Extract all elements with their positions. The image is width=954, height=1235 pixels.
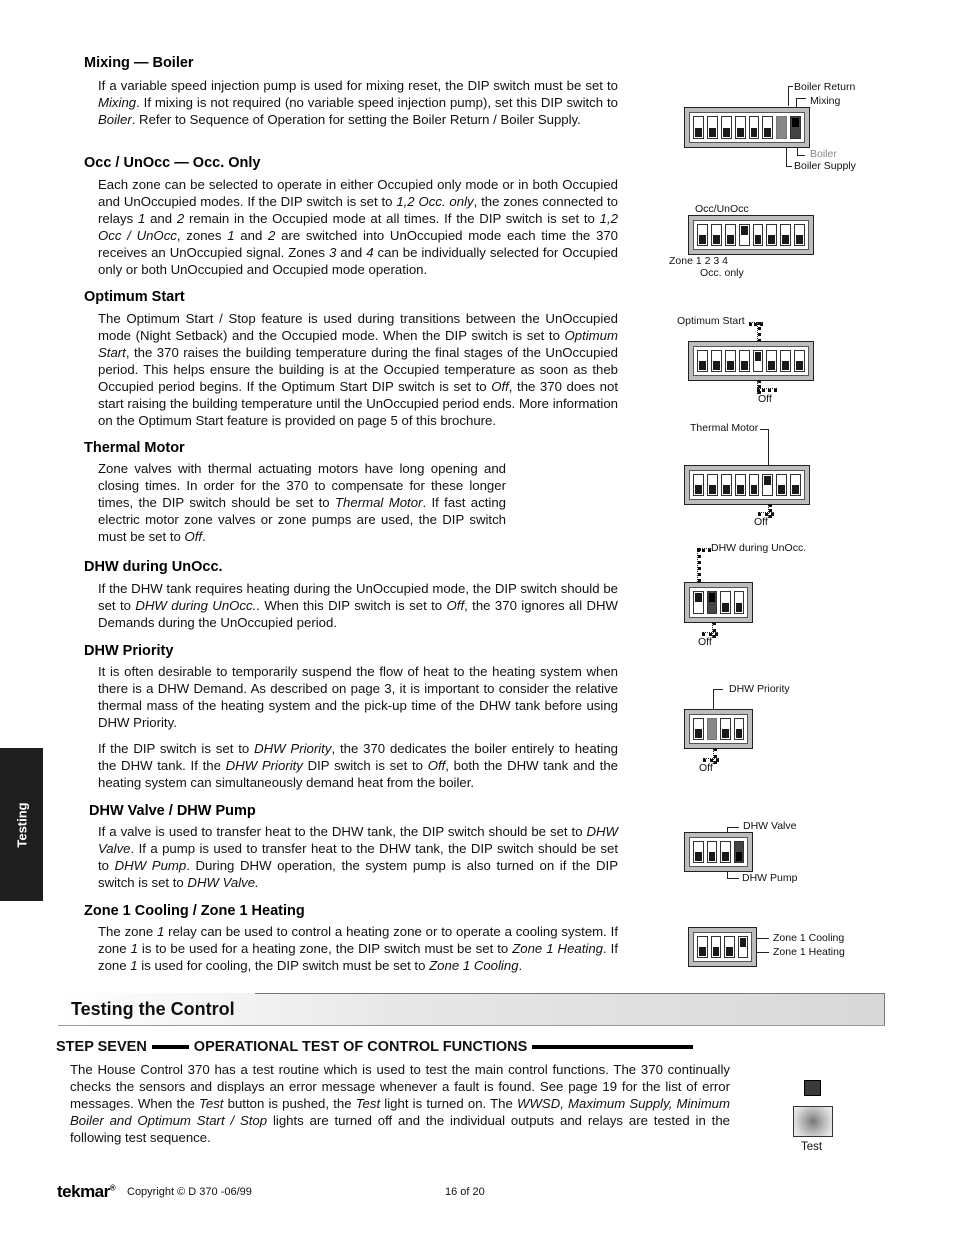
label-boiler-supply: Boiler Supply <box>794 160 856 172</box>
dip-switch <box>734 718 745 740</box>
dip-switch <box>794 224 805 246</box>
label-zone1-heating: Zone 1 Heating <box>773 946 845 958</box>
dip-switch <box>734 591 745 614</box>
paragraph-dhw-during-unocc: If the DHW tank requires heating during the UnOccupied mode, the DIP switch should be set to DHW during UnOcc.. When this DIP switch is set to Off, the 370 ignores all DHW Demands during the UnOccupied period. <box>98 581 619 630</box>
label-dhw-during-unocc: DHW during UnOcc. <box>711 542 807 554</box>
dip-switch <box>739 350 750 372</box>
dip-switch <box>721 474 732 496</box>
paragraph-test-routine: The House Control 370 has a test routine which is used to test the main control functions. The 370 continually checks the sensors and displays an error message whenever a fault is found. See page 19 for the list of error messages. When the Test button is pushed, the Test light is turned on. The WWSD, Maximum Supply, Minimum Boiler and Optimum Start / Stop lights are turned off and the individual outputs and relays are tested in the following test sequence. <box>70 1062 731 1145</box>
label-occ-unocc: Occ/UnOcc <box>695 203 749 215</box>
paragraph-occ-unocc: Each zone can be selected to operate in either Occupied only mode or in both Occupied and UnOccupied modes. If the DIP switch is set to 1,2 Occ. only, the zones connected to relays 1 and 2 remain in the Occupied mode at all times. If the DIP switch is set to 1,2 Occ / UnOcc, zones 1 and 2 are switched into UnOccupied mode each time the 370 receives an UnOccupied signal. Zones 3 and 4 can be individually selected for Occupied only or both UnOccupied and Occupied mode operation. <box>98 177 618 277</box>
heading-thermal-motor: Thermal Motor <box>84 440 185 456</box>
side-tab-testing <box>0 748 43 901</box>
dip-switch-thermal-motor <box>762 474 773 496</box>
paragraph-optimum-start: The Optimum Start / Stop feature is used during transitions between the UnOccupied mode (Night Setback) and the Occupied mode. When the DIP switch is set to Optimum Start, the 370 raises the building temperature during the final stages of the UnOccupied period. This helps ensure the building is at the Occupied temperature as soon as theb Occupied period begins. If the Optimum Start DIP switch is set to Off, the 370 does not start raising the building temperature until the UnOccupied period ends. More information on the Optimum Start feature is provided on page 5 of this brochure. <box>98 311 618 428</box>
dip-switch-block <box>688 341 814 381</box>
label-dhw-pump: DHW Pump <box>742 872 798 884</box>
heading-zone1-cooling-heating: Zone 1 Cooling / Zone 1 Heating <box>84 903 305 919</box>
dip-switch-block <box>684 107 810 148</box>
dip-switch-block <box>684 465 810 505</box>
paragraph-dhw-priority-1: It is often desirable to temporarily suspend the flow of heat to the heating system when there is a DHW Demand. As described on page 3, it is important to consider the relative thermal mass of the heating system and the pick-up time of the DHW tank before using DHW Priority. <box>98 664 618 730</box>
dip-switch-zone1-mode <box>738 936 749 958</box>
heading-dhw-during-unocc: DHW during UnOcc. <box>84 559 223 575</box>
label-dhw-valve: DHW Valve <box>743 820 797 832</box>
dip-switch-dhw-during-unocc <box>693 591 704 614</box>
heading-optimum-start: Optimum Start <box>84 289 185 305</box>
dip-switch-mixing <box>790 116 801 139</box>
label-off: Off <box>754 516 768 528</box>
dip-switch <box>721 116 732 139</box>
dip-switch <box>707 474 718 496</box>
footer-copyright: Copyright © D 370 -06/99 <box>127 1186 252 1198</box>
step-heading <box>56 1039 698 1055</box>
dip-switch <box>720 718 731 740</box>
dip-switch <box>707 116 718 139</box>
dip-switch-zone1 <box>697 224 708 246</box>
paragraph-dhw-valve-pump: If a valve is used to transfer heat to the DHW tank, the DIP switch should be set to DHW Valve. If a pump is used to transfer heat to the DHW tank, the DIP switch should be set to DHW Pump. During DHW operation, the system pump is also turned on if the DIP switch is set to DHW Valve. <box>98 824 618 890</box>
dip-switch-block <box>684 709 753 749</box>
dip-switch <box>749 474 760 496</box>
dip-switch <box>724 936 735 958</box>
dip-switch-zone3 <box>725 224 736 246</box>
label-off: Off <box>698 636 712 648</box>
section-header-bar <box>58 993 885 1026</box>
label-zone1-cooling: Zone 1 Cooling <box>773 932 845 944</box>
label-boiler: Boiler <box>810 148 837 160</box>
label-occ-only: Occ. only <box>700 267 744 279</box>
dip-switch <box>693 116 704 139</box>
dip-switch <box>794 350 805 372</box>
dip-switch-dhw-priority <box>707 718 718 740</box>
dip-switch <box>697 350 708 372</box>
dip-switch-zone2 <box>711 224 722 246</box>
dip-switch <box>762 116 773 139</box>
heading-mixing-boiler: Mixing — Boiler <box>84 55 194 71</box>
dip-switch <box>735 116 746 139</box>
dip-switch-block <box>684 582 753 623</box>
step-rule <box>152 1045 189 1049</box>
heading-dhw-valve-pump: DHW Valve / DHW Pump <box>89 803 256 819</box>
heading-dhw-priority: DHW Priority <box>84 643 174 659</box>
dip-switch-zone4 <box>739 224 750 246</box>
paragraph-dhw-priority-2: If the DIP switch is set to DHW Priority, the 370 dedicates the boiler entirely to heating the DHW tank. If the DHW Priority DIP switch is set to Off, both the DHW tank and the heating system can simultaneously demand heat from the boiler. <box>98 741 619 790</box>
dip-switch <box>790 474 801 496</box>
dip-switch <box>693 718 704 740</box>
dip-switch-optimum-start <box>753 350 764 372</box>
dip-switch <box>766 350 777 372</box>
test-light-icon <box>804 1080 821 1096</box>
dip-switch <box>735 474 746 496</box>
dip-switch <box>753 224 764 246</box>
dip-switch <box>776 474 787 496</box>
label-optimum-start: Optimum Start <box>677 315 745 327</box>
section-title: Testing the Control <box>71 999 235 1019</box>
dip-switch <box>697 936 708 958</box>
label-zone-numbers: Zone 1 2 3 4 <box>669 255 728 267</box>
test-button-label: Test <box>801 1141 823 1153</box>
label-dhw-priority: DHW Priority <box>729 683 790 695</box>
label-off: Off <box>758 393 772 405</box>
dip-switch <box>725 350 736 372</box>
step-title: OPERATIONAL TEST OF CONTROL FUNCTIONS <box>193 1039 528 1055</box>
dip-switch-block <box>684 832 753 872</box>
paragraph-zone1: The zone 1 relay can be used to control a heating zone or to operate a cooling system. If zone 1 is to be used for a heating zone, the DIP switch must be set to Zone 1 Heating. If zone 1 is used for cooling, the DIP switch must be set to Zone 1 Cooling. <box>98 924 618 973</box>
label-mixing: Mixing <box>810 95 841 107</box>
paragraph-mixing: If a variable speed injection pump is used for mixing reset, the DIP switch must be set to Mixing. If mixing is not required (no variable speed injection pump), set this DIP switch to Boiler. Refer to Sequence of Operation for setting the Boiler Return / Boiler Supply. <box>98 78 618 127</box>
dip-switch <box>780 224 791 246</box>
side-tab-label: Testing <box>14 801 29 848</box>
heading-occ-unocc: Occ / UnOcc — Occ. Only <box>84 155 261 171</box>
label-off: Off <box>699 762 713 774</box>
dip-switch <box>780 350 791 372</box>
dip-switch-block <box>688 215 814 255</box>
step-label: STEP SEVEN <box>56 1039 147 1055</box>
step-rule <box>532 1045 693 1049</box>
dip-switch <box>720 841 731 863</box>
dip-switch-block <box>688 927 757 967</box>
label-thermal-motor: Thermal Motor <box>690 422 759 434</box>
dip-switch <box>693 841 704 863</box>
dip-switch <box>707 591 718 614</box>
dip-switch <box>711 350 722 372</box>
footer-page-number: 16 of 20 <box>445 1186 485 1198</box>
label-boiler-return: Boiler Return <box>794 81 856 93</box>
dip-switch <box>693 474 704 496</box>
tekmar-logo: tekmar® <box>57 1182 116 1201</box>
dip-switch <box>707 841 718 863</box>
paragraph-thermal-motor: Zone valves with thermal actuating motors have long opening and closing times. In order for the 370 to compensate for these longer times, the DIP switch should be set to Thermal Motor. If fast acting electric motor zone valves or zone pumps are used, the DIP switch must be set to Off. <box>98 461 506 544</box>
test-button[interactable] <box>793 1106 833 1137</box>
dip-switch <box>766 224 777 246</box>
dip-switch <box>720 591 731 614</box>
dip-switch <box>776 116 787 139</box>
dip-switch <box>749 116 760 139</box>
dip-switch <box>711 936 722 958</box>
dip-switch-dhw-valve-pump <box>734 841 745 863</box>
